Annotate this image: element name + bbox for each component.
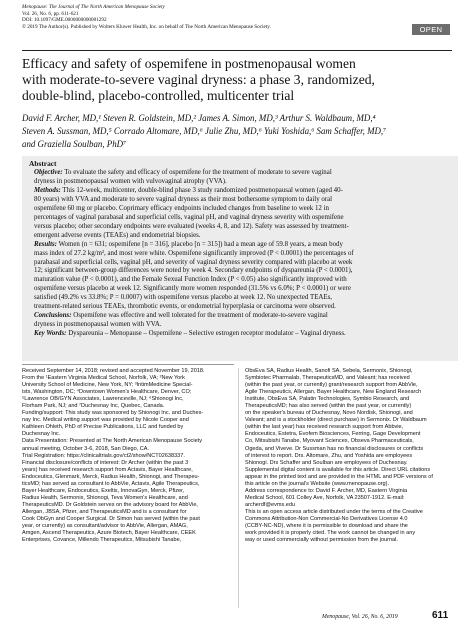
abstract-section-label: Results: (34, 240, 57, 248)
footnote-line: Bayer Healthcare, Endoceutics, Exeltis, InnovaGyn, Merck, Pfizer, (22, 487, 185, 494)
footnote-line: Institute, ObsEva SA, Palatin Technologies, Symbio Research, and (245, 396, 410, 403)
abstract-section-label: Methods: (34, 186, 61, 194)
abstract-text: satisfied (49.2% vs 33.8%; P = 0.0007) with ospemifene versus placebo at week 12. No unexpected TEAEs, (34, 294, 333, 302)
footnote-line: Shionogi. Drs Schaffer and Soulban are employees of Duchesnay. (245, 459, 408, 466)
footnotes-right-column (245, 368, 457, 544)
footnote-line: Radius Health, Sermonix, Shionogi, Teva Women's Healthcare, and (22, 494, 188, 501)
abstract-text: versus placebo; other secondary endpoints were evaluated (weeks 4, 8, and 12). Safety was assessed by treatment- (34, 222, 349, 230)
footnote-line: ⁵Lawrence OB/GYN Associates, Lawrenceville, NJ; ⁶Shionogi Inc, (22, 396, 184, 403)
abstract-line (34, 330, 452, 339)
abstract-line (34, 285, 452, 294)
abstract-text: treatment-related serious TEAEs, thrombotic events, or endometrial hyperplasia or carcinoma were observed. (34, 303, 336, 311)
journal-doi: DOI: 10.1097/GME.0000000000001292 (22, 17, 107, 24)
footnote-line: Received September 14, 2018; revised and accepted November 19, 2018. (22, 368, 205, 374)
author-line: David F. Archer, MD,¹ Steven R. Goldstein, MD,² James A. Simon, MD,³ Arthur S. Waldbaum, MD,⁴ (22, 113, 376, 123)
footnote-line: this article on the journal's Website (www.menopause.org). (245, 480, 390, 487)
abstract-text: To evaluate the safety and efficacy of ospemifene for the treatment of moderate to severe vaginal (62, 169, 332, 176)
journal-name: Menopause: The Journal of The North American Menopause Society (22, 4, 165, 10)
abstract-text: parabasal and superficial cells, vaginal pH, and severity of vaginal dryness severity compared with placebo at week (34, 258, 353, 266)
footnote-line: Supplemental digital content is available for this article. Direct URL citations (245, 466, 431, 473)
footnote-line: ticsMD; has served as consultant to AbbVie, Actavis, Agile Therapeutics, (22, 480, 200, 487)
footnote-line: appear in the printed text and are provided in the HTML and PDF versions of (245, 473, 433, 480)
footnote-line: on the speaker's bureau of Duchesnay, Novo Nordisk, Shionogi, and (245, 410, 413, 417)
footnote-line: Co, Mitsubishi Tanabe, Myovant Sciences, Obseva Pharmaceuticals, (245, 438, 414, 445)
title-line: Efficacy and safety of ospemifene in postmenopausal women (22, 56, 356, 71)
header-rule (22, 50, 452, 51)
footnote-line: Symbiotec Pharmalab, TherapeuticsMD, and Valeant; has received (245, 375, 410, 382)
footnote-line: nay Inc. Medical writing support was provided by Nicole Cooper and (22, 417, 189, 424)
footnote-line: Funding/support: This study was sponsored by Shionogi Inc. and Duches- (22, 410, 204, 417)
footnote-line: (within the past year, or currently) grant/research support from AbbVie, (245, 382, 418, 389)
column-divider (238, 368, 239, 608)
article-title (22, 56, 458, 105)
footnote-line: years) has received research support from Actavis, Bayer Healthcare, (22, 466, 193, 473)
abstract-line (34, 232, 452, 241)
abstract-text: Women (n = 631; ospemifene [n = 316], placebo [n = 315]) had a mean age of 59.8 years, a mean body (56, 240, 343, 248)
abstract-text: 12; significant between-group differences were noted by week 4. Secondary endpoints of dyspareunia (P < 0.0001), (34, 267, 353, 275)
abstract-line (34, 250, 452, 259)
footnote-line: TherapeuticsMD. Dr Goldstein serves on the advisory board for AbbVie, (22, 501, 198, 508)
footnote-line: University School of Medicine, New York, NY; ³IntimMedicine Special- (22, 382, 193, 389)
abstract-text: 80 years) with VVA and moderate to severe vaginal dryness as their most bothersome symptom to daily oral (34, 195, 333, 203)
footnote-divider (22, 364, 234, 365)
abstract-text: This 12-week, multicenter, double-blind phase 3 study randomized postmenopausal women (aged 40- (60, 186, 343, 194)
abstract-text: dryness in postmenopausal women with VVA. (34, 321, 162, 329)
abstract-line (34, 169, 452, 178)
footnote-line: Data Presentation: Presented at The North American Menopause Society (22, 438, 202, 445)
abstract-line (34, 178, 452, 187)
footer-citation: Menopause, Vol. 26, No. 6, 2019 (322, 614, 398, 620)
abstract-text: ospemifene 60 mg or placebo. Coprimary efficacy endpoints included changes from baseline to week 12 in (34, 204, 329, 212)
footnote-line: TherapeuticsMD; has also served (within the past year, or currently) (245, 403, 412, 410)
footnote-line: Ogeda, and Viveve. Dr Sussman has no financial disclosures or conflicts (245, 445, 424, 452)
footnote-line: Cook ObGyn and Cooper Surgical. Dr Simon has served (within the past (22, 515, 200, 522)
footnote-line: Enterprises, Covance, Millendo Therapeutics, Mitsubishi Tanabe, (22, 537, 182, 544)
footnote-line: ObsEva SA, Radius Health, Sanofi SA, Sebela, Sermonix, Shionogi, (245, 368, 413, 374)
footnote-line: Agile Therapeutics, Allergan, Bayer Healthcare, New England Research (245, 389, 422, 396)
abstract-text: emergent adverse events (TEAEs) and endometrial biopsies. (34, 231, 201, 239)
abstract-text: maturation value (P < 0.0001), and the Female Sexual Function Index (P < 0.05) also significantly improved with (34, 276, 347, 284)
abstract-section-label: Conclusions: (34, 312, 72, 320)
abstract-line (34, 223, 452, 232)
abstract-line (34, 241, 452, 250)
abstract-heading: Abstract (29, 159, 57, 168)
abstract-line (34, 205, 452, 214)
footnote-line: ists, Washington, DC; ⁴Downtown Women's Healthcare, Denver, CO; (22, 389, 192, 396)
journal-header (22, 4, 362, 30)
abstract-line (34, 267, 452, 276)
abstract-line (34, 214, 452, 223)
abstract-text: mass index of 27.2 kg/m², and most were white. Ospemifene significantly improved (P < 0.0001) the percentages of (34, 249, 354, 257)
footnote-line: Amgen, Ascend Therapeutics, Azure Biotech, Bayer Healthcare, CEEK (22, 530, 196, 537)
abstract-section-label: Objective: (34, 169, 63, 176)
footnote-line: Kathleen Ohleth, PhD of Precise Publications, LLC and funded by (22, 424, 184, 431)
abstract-text: percentages of vaginal parabasal and superficial cells, vaginal pH, and vaginal dryness severity with ospemifene (34, 213, 344, 221)
footnote-line: of interest to report. Drs. Altomare, Zhu, and Yoshida are employees (245, 452, 413, 459)
footnote-line: archerdf@evms.edu (245, 501, 296, 508)
author-line: Steven A. Sussman, MD,⁵ Corrado Altomare, MD,⁶ Julie Zhu, MD,⁶ Yuki Yoshida,⁶ Sam Schaffer, MD,⁷ (22, 126, 387, 137)
footnote-line: Florham Park, NJ; and ⁷Duchesnay Inc, Quebec, Canada. (22, 403, 165, 410)
footnote-line: Endoceutics, Glenmark, Merck, Radius Health, Shionogi, and Therapeu- (22, 473, 200, 480)
abstract-text: Dyspareunia – Menopause – Ospemifene – Selective estrogen receptor modulator – Vaginal dryness. (66, 330, 346, 338)
abstract-line (34, 321, 452, 330)
footnote-line: Commons Attribution-Non Commercial-No Derivatives License 4.0 (245, 515, 408, 522)
abstract-text: dryness in postmenopausal women with vulvovaginal atrophy (VVA). (34, 177, 227, 185)
abstract-box (22, 156, 458, 361)
footnote-line: From the ¹Eastern Virginia Medical School, Norfolk, VA; ²New York (22, 375, 185, 382)
page-number: 611 (432, 610, 449, 621)
footnote-line: Valeant; and is a stockholder (direct purchase) in Sermonix. Dr Waldbaum (245, 417, 427, 424)
abstract-line (34, 312, 452, 321)
abstract-body (34, 169, 452, 339)
abstract-line (34, 259, 452, 268)
abstract-section-label: Key Words: (34, 330, 67, 338)
footnote-line: (CCBY-NC-ND), where it is permissible to download and share the (245, 523, 408, 530)
abstract-text: ospemifene versus placebo at week 12. Significantly more women responded (31.5% vs 6.0%; P < 0.0001) or were (34, 285, 351, 293)
title-line: double-blind, placebo-controlled, multicenter trial (22, 88, 295, 104)
author-line: and Graziella Soulban, PhD⁷ (22, 139, 127, 150)
footnote-line: Duchesnay Inc. (22, 431, 61, 438)
footnote-line: Trial Registration: https://clinicaltrials.gov/ct2/show/NCT02638337. (22, 452, 185, 459)
footnote-line: (within the last year) has received research support from Abbvie, (245, 424, 404, 431)
abstract-line (34, 196, 452, 205)
footnote-line: This is an open access article distributed under the terms of the Creative (245, 508, 423, 515)
abstract-line (34, 276, 452, 285)
footnote-line: way or used commercially without permission from the journal. (245, 537, 398, 544)
footnote-line: Address correspondence to: David F. Archer, MD, Eastern Virginia (245, 487, 408, 494)
footnote-line: year, or currently) as consultant/advisor to AbbVie, Allergan, AMAG, (22, 523, 188, 530)
footnote-line: Financial disclosure/conflicts of interest: Dr Archer (within the past 3 (22, 459, 189, 466)
footnotes-left-column (22, 368, 234, 544)
abstract-line (34, 294, 452, 303)
footnote-line: Endoceutics, Estetra, Evofem Biosciences, Ferring, Gage Development (245, 431, 421, 438)
title-line: with moderate-to-severe vaginal dryness: a phase 3, randomized, (22, 72, 375, 88)
abstract-line (34, 187, 452, 196)
author-list (22, 112, 458, 152)
open-access-badge: OPEN (412, 24, 450, 35)
abstract-text: Ospemifene was effective and well tolerated for the treatment of moderate-to-severe vaginal (71, 312, 328, 320)
journal-copyright: © 2019 The Author(s). Published by Wolters Kluwer Health, Inc. on behalf of The North American Menopause Society. (22, 23, 271, 30)
footnote-line: Allergan, JBSA, Pfizer, and TherapeuticsMD and is a consultant for (22, 508, 187, 515)
footnote-line: Medical School, 601 Colley Ave, Norfolk, VA 23507-1912. E-mail: (245, 494, 405, 501)
footnote-line: annual meeting, October 3-6, 2018, San Diego, CA. (22, 445, 150, 452)
footnote-line: work provided it is properly cited. The work cannot be changed in any (245, 530, 416, 537)
journal-volume: Vol. 26, No. 6, pp. 611-621 (22, 10, 79, 17)
abstract-line (34, 303, 452, 312)
